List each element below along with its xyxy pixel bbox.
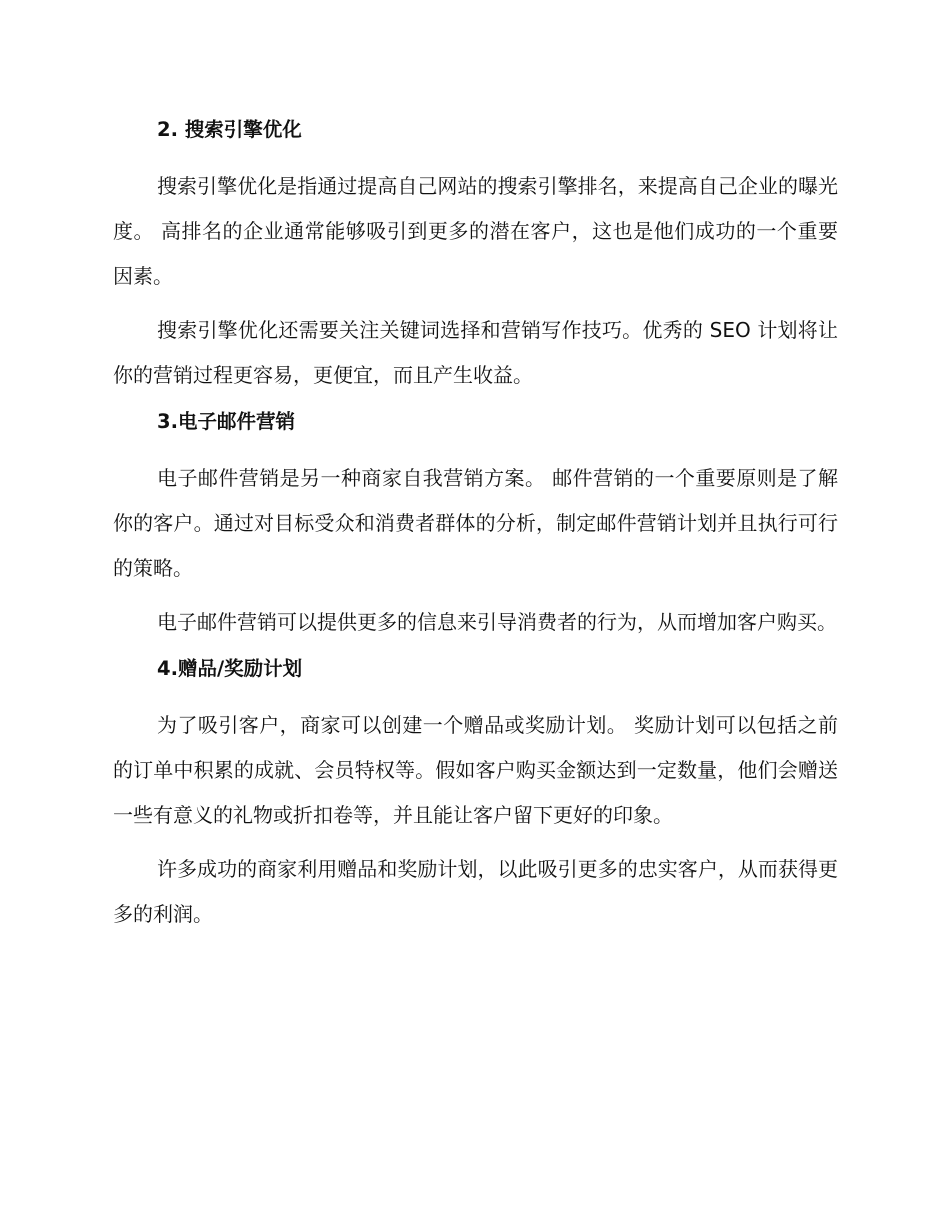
paragraph-seo-1: 搜索引擎优化是指通过提高自己网站的搜索引擎排名，来提高自己企业的曝光度。 高排名的企业通常能够吸引到更多的潜在客户，这也是他们成功的一个重要因素。	[113, 174, 838, 288]
section-heading-email-marketing: 3.电子邮件营销	[157, 410, 295, 433]
section-heading-rewards: 4.赠品/奖励计划	[157, 657, 303, 680]
paragraph-seo-2: 搜索引擎优化还需要关注关键词选择和营销写作技巧。优秀的 SEO 计划将让你的营销过程更容易，更便宜，而且产生收益。	[113, 318, 838, 387]
section-heading-seo: 2. 搜索引擎优化	[157, 118, 302, 141]
paragraph-rewards-2: 许多成功的商家利用赠品和奖励计划，以此吸引更多的忠实客户，从而获得更多的利润。	[113, 857, 838, 926]
paragraph-rewards-1: 为了吸引客户，商家可以创建一个赠品或奖励计划。 奖励计划可以包括之前的订单中积累的成就、会员特权等。假如客户购买金额达到一定数量，他们会赠送一些有意义的礼物或折扣卷等，并且能让客户留下更好的印象。	[113, 713, 838, 827]
paragraph-email-1: 电子邮件营销是另一种商家自我营销方案。 邮件营销的一个重要原则是了解你的客户。通过对目标受众和消费者群体的分析，制定邮件营销计划并且执行可行的策略。	[113, 466, 838, 580]
paragraph-email-2: 电子邮件营销可以提供更多的信息来引导消费者的行为，从而增加客户购买。	[157, 610, 837, 634]
document-body	[113, 112, 838, 937]
